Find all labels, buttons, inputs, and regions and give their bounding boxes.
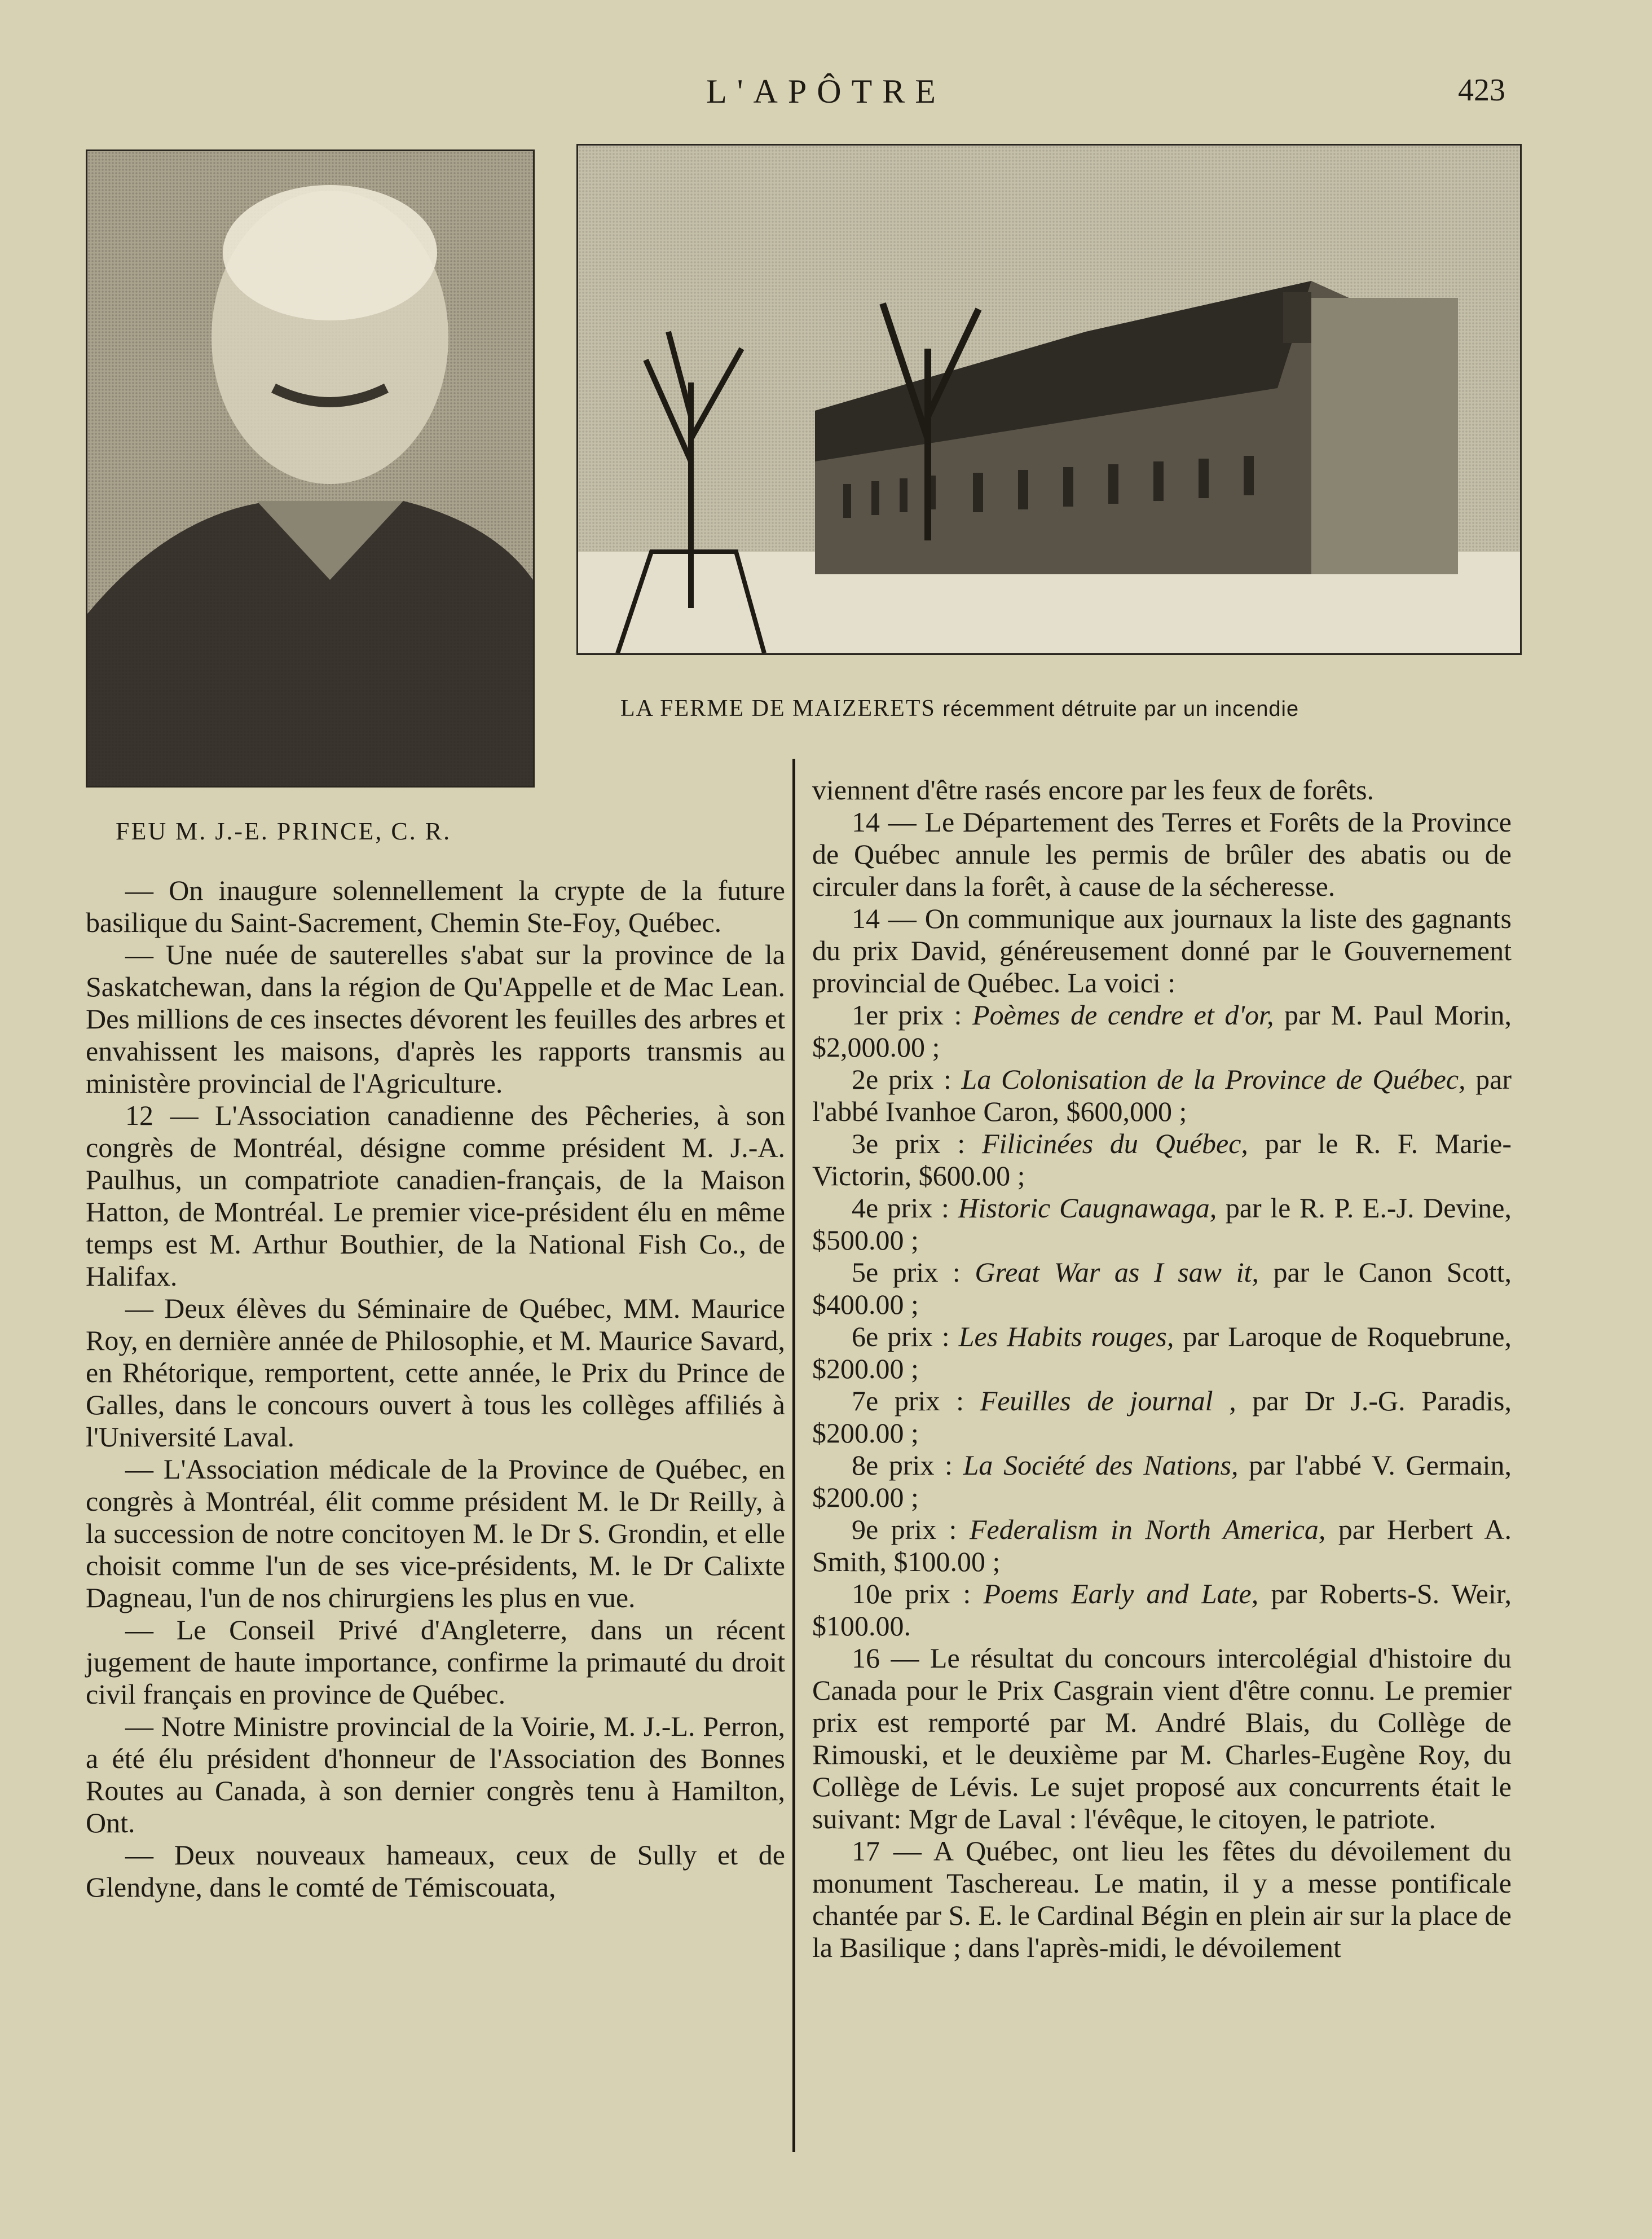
prize-entry: 4e prix : Historic Caugnawaga, par le R. P. E.-J. Devine, $500.00 ; <box>812 1192 1512 1256</box>
running-head: L'APÔTRE <box>706 73 946 110</box>
page-number: 423 <box>1458 73 1505 108</box>
news-item: — On inaugure solennellement la crypte de la future basilique du Saint-Sacrement, Chemin Ste-Foy, Québec. <box>86 874 785 938</box>
news-continuation: viennent d'être rasés encore par les feux de forêts. <box>812 774 1375 806</box>
farm-caption-title: LA FERME DE MAIZERETS <box>620 696 936 722</box>
news-item: 14 — On communique aux journaux la liste des gagnants du prix David, généreusement donné par le Gouvernement provincial de Québec. La voici : <box>812 903 1512 998</box>
right-column <box>812 774 1512 1964</box>
farm-caption <box>620 695 1523 722</box>
farm-photo <box>576 144 1522 655</box>
farm-caption-suffix: récemment détruite par un incendie <box>942 697 1299 721</box>
news-item: 12 — L'Association canadienne des Pêcheries, à son congrès de Montréal, désigne comme président M. J.-A. Paulhus, un compatriote canadien-français, de la Maison Hatton, de Montréal. Le premier vice-président élu en même temps est M. Arthur Bouthier, de la National Fish Co., de Halifax. <box>86 1099 785 1292</box>
column-divider <box>792 759 795 2152</box>
news-item: — Notre Ministre provincial de la Voirie, M. J.-L. Perron, a été élu président d'honneur de l'Association des Bonnes Routes au Canada, à son dernier congrès tenu à Hamilton, Ont. <box>86 1710 785 1838</box>
prize-entry: 5e prix : Great War as I saw it, par le Canon Scott, $400.00 ; <box>812 1256 1512 1320</box>
news-item: — Une nuée de sauterelles s'abat sur la province de la Saskatchewan, dans la région de Qu'Appelle et de Mac Lean. Des millions de ces insectes dévorent les feuilles des arbres et envahissent les maisons, d'après les rapports transmis au ministère provincial de l'Agriculture. <box>86 939 785 1099</box>
prize-entry: 2e prix : La Colonisation de la Province de Québec, par l'abbé Ivanhoe Caron, $600,000 ; <box>812 1063 1512 1127</box>
prize-entry: 9e prix : Federalism in North America, par Herbert A. Smith, $100.00 ; <box>812 1514 1512 1577</box>
prize-entry: 6e prix : Les Habits rouges, par Laroque de Roquebrune, $200.00 ; <box>812 1321 1512 1384</box>
portrait-photo <box>86 149 535 788</box>
news-item: — Deux élèves du Séminaire de Québec, MM. Maurice Roy, en dernière année de Philosophie, et M. Maurice Savard, en Rhétorique, remportent, cette année, le Prix du Prince de Galles, dans le concours ouvert à tous les collèges affiliés à l'Université Laval. <box>86 1292 785 1453</box>
news-item: 14 — Le Département des Terres et Forêts de la Province de Québec annule les permis de brûler des abatis ou de circuler dans la forêt, à cause de la sécheresse. <box>812 806 1512 902</box>
portrait-caption: FEU M. J.-E. PRINCE, C. R. <box>116 817 452 845</box>
prize-entry: 8e prix : La Société des Nations, par l'abbé V. Germain, $200.00 ; <box>812 1449 1512 1513</box>
prize-entry: 1er prix : Poèmes de cendre et d'or, par M. Paul Morin, $2,000.00 ; <box>812 999 1512 1063</box>
left-column <box>86 874 785 1903</box>
news-item: — Deux nouveaux hameaux, ceux de Sully et de Glendyne, dans le comté de Témiscouata, <box>86 1839 785 1903</box>
prize-entry: 3e prix : Filicinées du Québec, par le R. F. Marie-Victorin, $600.00 ; <box>812 1128 1512 1191</box>
news-item: 16 — Le résultat du concours intercolégial d'histoire du Canada pour le Prix Casgrain vient d'être connu. Le premier prix est remporté par M. André Blais, du Collège de Rimouski, et le deuxième par M. Charles-Eugène Roy, du Collège de Lévis. Le sujet proposé aux concurrents était le suivant: Mgr de Laval : l'évêque, le citoyen, le patriote. <box>812 1642 1512 1835</box>
news-item: — Le Conseil Privé d'Angleterre, dans un récent jugement de haute importance, confirme la primauté du droit civil français en province de Québec. <box>86 1614 785 1710</box>
news-item: — L'Association médicale de la Province de Québec, en congrès à Montréal, élit comme président M. le Dr Reilly, à la succession de notre concitoyen M. le Dr S. Grondin, et elle choisit comme l'un de ses vice-présidents, M. le Dr Calixte Dagneau, l'un de nos chirurgiens les plus en vue. <box>86 1453 785 1613</box>
news-item: 17 — A Québec, ont lieu les fêtes du dévoilement du monument Taschereau. Le matin, il y a messe pontificale chantée par S. E. le Cardinal Bégin en plein air sur la place de la Basilique ; dans l'après-midi, le dévoilement <box>812 1835 1512 1963</box>
prize-entry: 10e prix : Poems Early and Late, par Roberts-S. Weir, $100.00. <box>812 1578 1512 1642</box>
prize-entry: 7e prix : Feuilles de journal , par Dr J.-G. Paradis, $200.00 ; <box>812 1385 1512 1449</box>
